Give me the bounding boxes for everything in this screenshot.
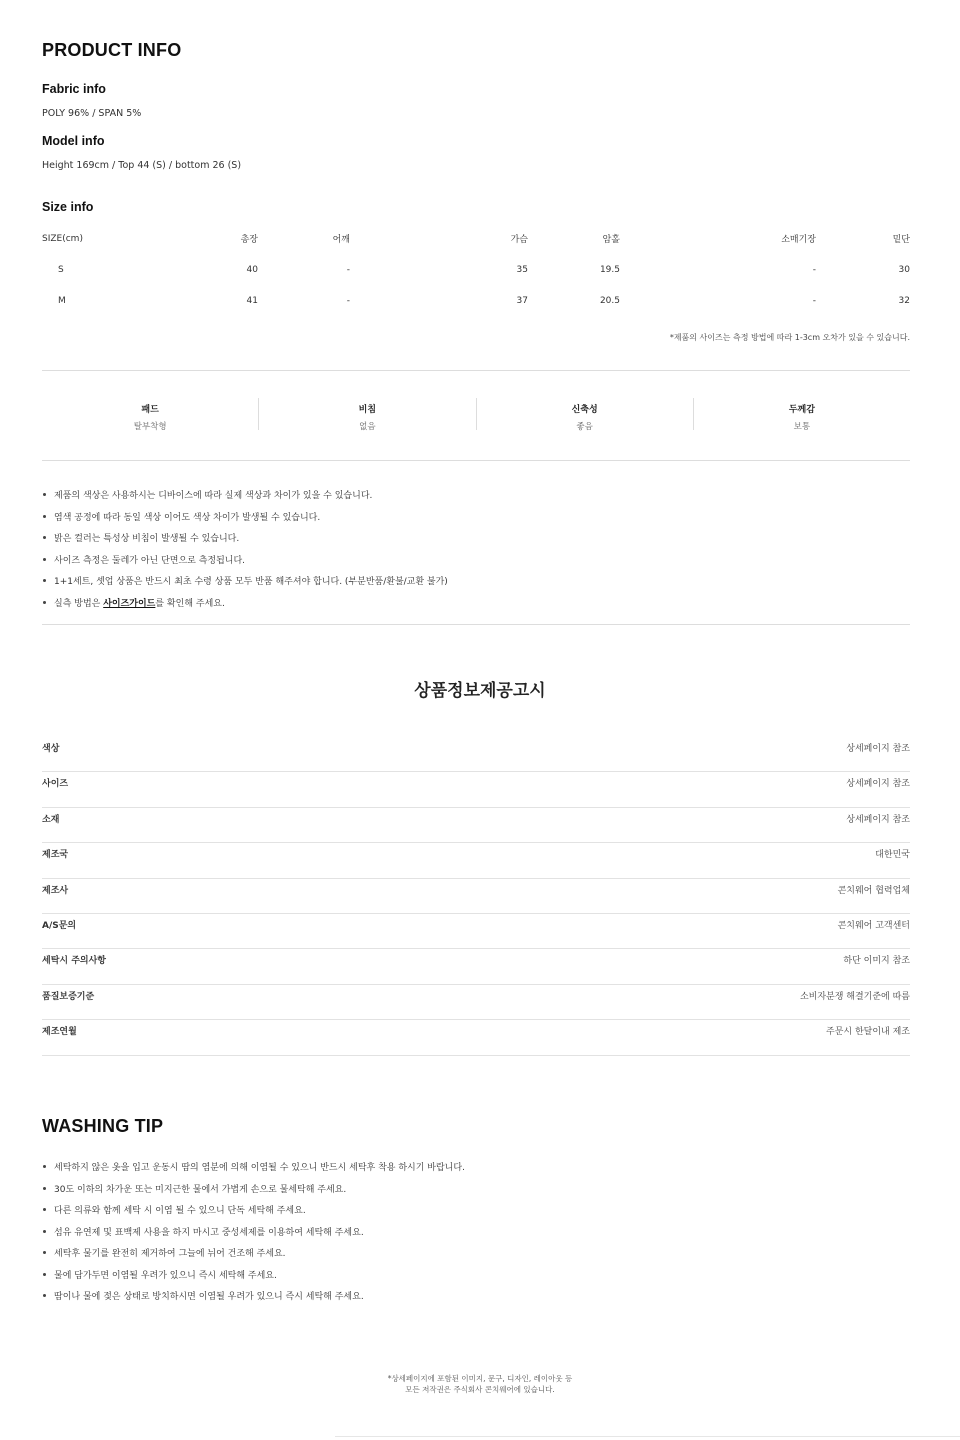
product-notes [42, 488, 910, 617]
size-table-cell: 20.5 [599, 295, 620, 306]
fabric-info-value: POLY 96% / SPAN 5% [42, 108, 142, 119]
size-table-cell: 30 [898, 264, 910, 275]
size-table-header: 밑단 [892, 235, 910, 245]
note-item: 밝은 컬러는 특성상 비침이 발생될 수 있습니다. [42, 531, 910, 553]
size-table-row [42, 254, 910, 285]
size-table-header: 총장 [240, 235, 258, 245]
washing-tip-item: 세탁후 물기를 완전히 제거하여 그늘에 뉘어 건조해 주세요. [42, 1246, 910, 1268]
notice-key: 제조국 [42, 850, 69, 861]
size-table-header: 소매기장 [781, 235, 816, 245]
size-table-cell: - [346, 295, 350, 306]
attribute-title: 신축성 [571, 405, 598, 415]
size-table-cell: 37 [516, 295, 528, 306]
washing-tips [42, 1160, 910, 1311]
notice-value: 상세페이지 참조 [846, 779, 910, 790]
size-table-header: SIZE(cm) [42, 233, 83, 244]
washing-tip-item: 30도 이하의 차가운 또는 미지근한 물에서 가볍게 손으로 물세탁해 주세요. [42, 1182, 910, 1204]
size-table-container [42, 223, 910, 316]
size-table-cell: S [58, 264, 64, 275]
fit-attributes [42, 398, 910, 430]
size-guide-suffix: 를 확인해 주세요. [155, 598, 225, 609]
size-table [42, 223, 910, 316]
size-table-cell: 32 [898, 295, 910, 306]
notice-value: 콘치웨어 고객센터 [837, 921, 910, 931]
notice-key: 사이즈 [42, 779, 69, 790]
size-table-header: 암홀 [602, 235, 620, 245]
note-item-size-guide [42, 596, 910, 618]
copyright-line-1: *상세페이지에 포함된 이미지, 문구, 디자인, 레이아웃 등 [387, 1374, 573, 1383]
notice-value: 상세페이지 참조 [846, 744, 910, 754]
size-table-cell: - [346, 264, 350, 275]
washing-tip-item: 다른 의류와 함께 세탁 시 이염 될 수 있으니 단독 세탁해 주세요. [42, 1203, 910, 1225]
attribute-stretch [477, 398, 694, 430]
notice-key: 소재 [42, 814, 60, 825]
notice-row [42, 949, 910, 984]
size-note: *제품의 사이즈는 측정 방법에 따라 1-3cm 오차가 있을 수 있습니다. [669, 333, 910, 342]
notice-row [42, 914, 910, 949]
notice-row [42, 808, 910, 843]
attribute-value: 탈부착형 [133, 422, 167, 432]
divider [42, 624, 910, 625]
size-table-cell: - [812, 295, 816, 306]
note-item: 1+1세트, 셋업 상품은 반드시 최초 수령 상품 모두 반품 해주셔야 합니다. (부분반품/환불/교환 불가) [42, 574, 910, 596]
washing-tip-item: 땀이나 물에 젖은 상태로 방치하시면 이염될 우려가 있으니 즉시 세탁해 주세요. [42, 1289, 910, 1311]
washing-tip-title: WASHING TIP [42, 1116, 164, 1136]
washing-tip-item: 세탁하지 않은 옷을 입고 운동시 땀의 염분에 의해 이염될 수 있으니 반드시 세탁후 착용 하시기 바랍니다. [42, 1160, 910, 1182]
fabric-info-heading: Fabric info [42, 82, 106, 96]
notice-value: 상세페이지 참조 [846, 814, 910, 825]
washing-tip-item: 물에 담가두면 이염될 우려가 있으니 즉시 세탁해 주세요. [42, 1268, 910, 1290]
attribute-thickness [694, 398, 910, 430]
model-info-value: Height 169cm / Top 44 (S) / bottom 26 (S) [42, 160, 242, 171]
attribute-value: 없음 [359, 422, 376, 432]
size-table-cell: - [812, 264, 816, 275]
notice-value: 대한민국 [875, 850, 910, 861]
notice-key: 품질보증기준 [42, 991, 95, 1002]
notice-row [42, 772, 910, 807]
notice-row [42, 879, 910, 914]
notice-key: A/S문의 [42, 921, 77, 931]
notice-key: 제조연월 [42, 1027, 77, 1038]
size-table-header: 어깨 [332, 235, 350, 245]
notice-row [42, 737, 910, 772]
attribute-title: 두께감 [788, 405, 815, 415]
size-table-cell: M [58, 295, 66, 306]
attribute-title: 비침 [358, 405, 377, 415]
notice-value: 콘치웨어 협력업체 [837, 885, 910, 896]
notice-row [42, 1020, 910, 1055]
notice-key: 색상 [42, 744, 60, 754]
attribute-value: 보통 [793, 422, 811, 432]
size-table-row [42, 285, 910, 316]
divider [42, 460, 910, 461]
copyright-line-2: 모든 저작권은 주식회사 콘치웨어에 있습니다. [405, 1385, 555, 1394]
product-info-title: PRODUCT INFO [42, 40, 182, 60]
size-table-cell: 19.5 [599, 264, 620, 275]
size-table-header: 가슴 [510, 235, 528, 245]
notice-row [42, 843, 910, 878]
notice-row [42, 985, 910, 1020]
size-table-cell: 35 [516, 264, 528, 275]
model-info-heading: Model info [42, 134, 105, 148]
copyright-notice [0, 1373, 960, 1395]
size-table-cell: 40 [246, 264, 258, 275]
attribute-title: 패드 [141, 405, 159, 415]
attribute-sheerness [259, 398, 476, 430]
notice-title: 상품정보제공고시 [414, 681, 546, 701]
notice-value: 주문시 한달이내 제조 [826, 1027, 910, 1038]
divider [42, 370, 910, 371]
washing-tip-item: 섬유 유연제 및 표백제 사용을 하지 마시고 중성세제를 이용하여 세탁해 주세요. [42, 1225, 910, 1247]
attribute-value: 좋음 [576, 422, 593, 432]
notice-key: 세탁시 주의사항 [42, 956, 106, 967]
note-item: 사이즈 측정은 둘레가 아닌 단면으로 측정됩니다. [42, 553, 910, 575]
note-item: 제품의 색상은 사용하시는 디바이스에 따라 실제 색상과 차이가 있을 수 있습니다. [42, 488, 910, 510]
product-info-section [42, 40, 910, 61]
note-item: 염색 공정에 따라 동일 색상 이어도 색상 차이가 발생될 수 있습니다. [42, 510, 910, 532]
notice-key: 제조사 [42, 885, 69, 896]
attribute-pad [42, 398, 259, 430]
size-table-header-row [42, 223, 910, 254]
bottom-divider [335, 1436, 960, 1437]
size-info-heading: Size info [42, 200, 94, 214]
size-table-cell: 41 [246, 295, 258, 306]
size-guide-link[interactable]: 사이즈가이드 [103, 598, 156, 609]
size-guide-prefix: 실측 방법은 [54, 598, 104, 609]
notice-value: 하단 이미지 참조 [843, 956, 910, 967]
notice-value: 소비자분쟁 해결기준에 따름 [799, 991, 910, 1002]
